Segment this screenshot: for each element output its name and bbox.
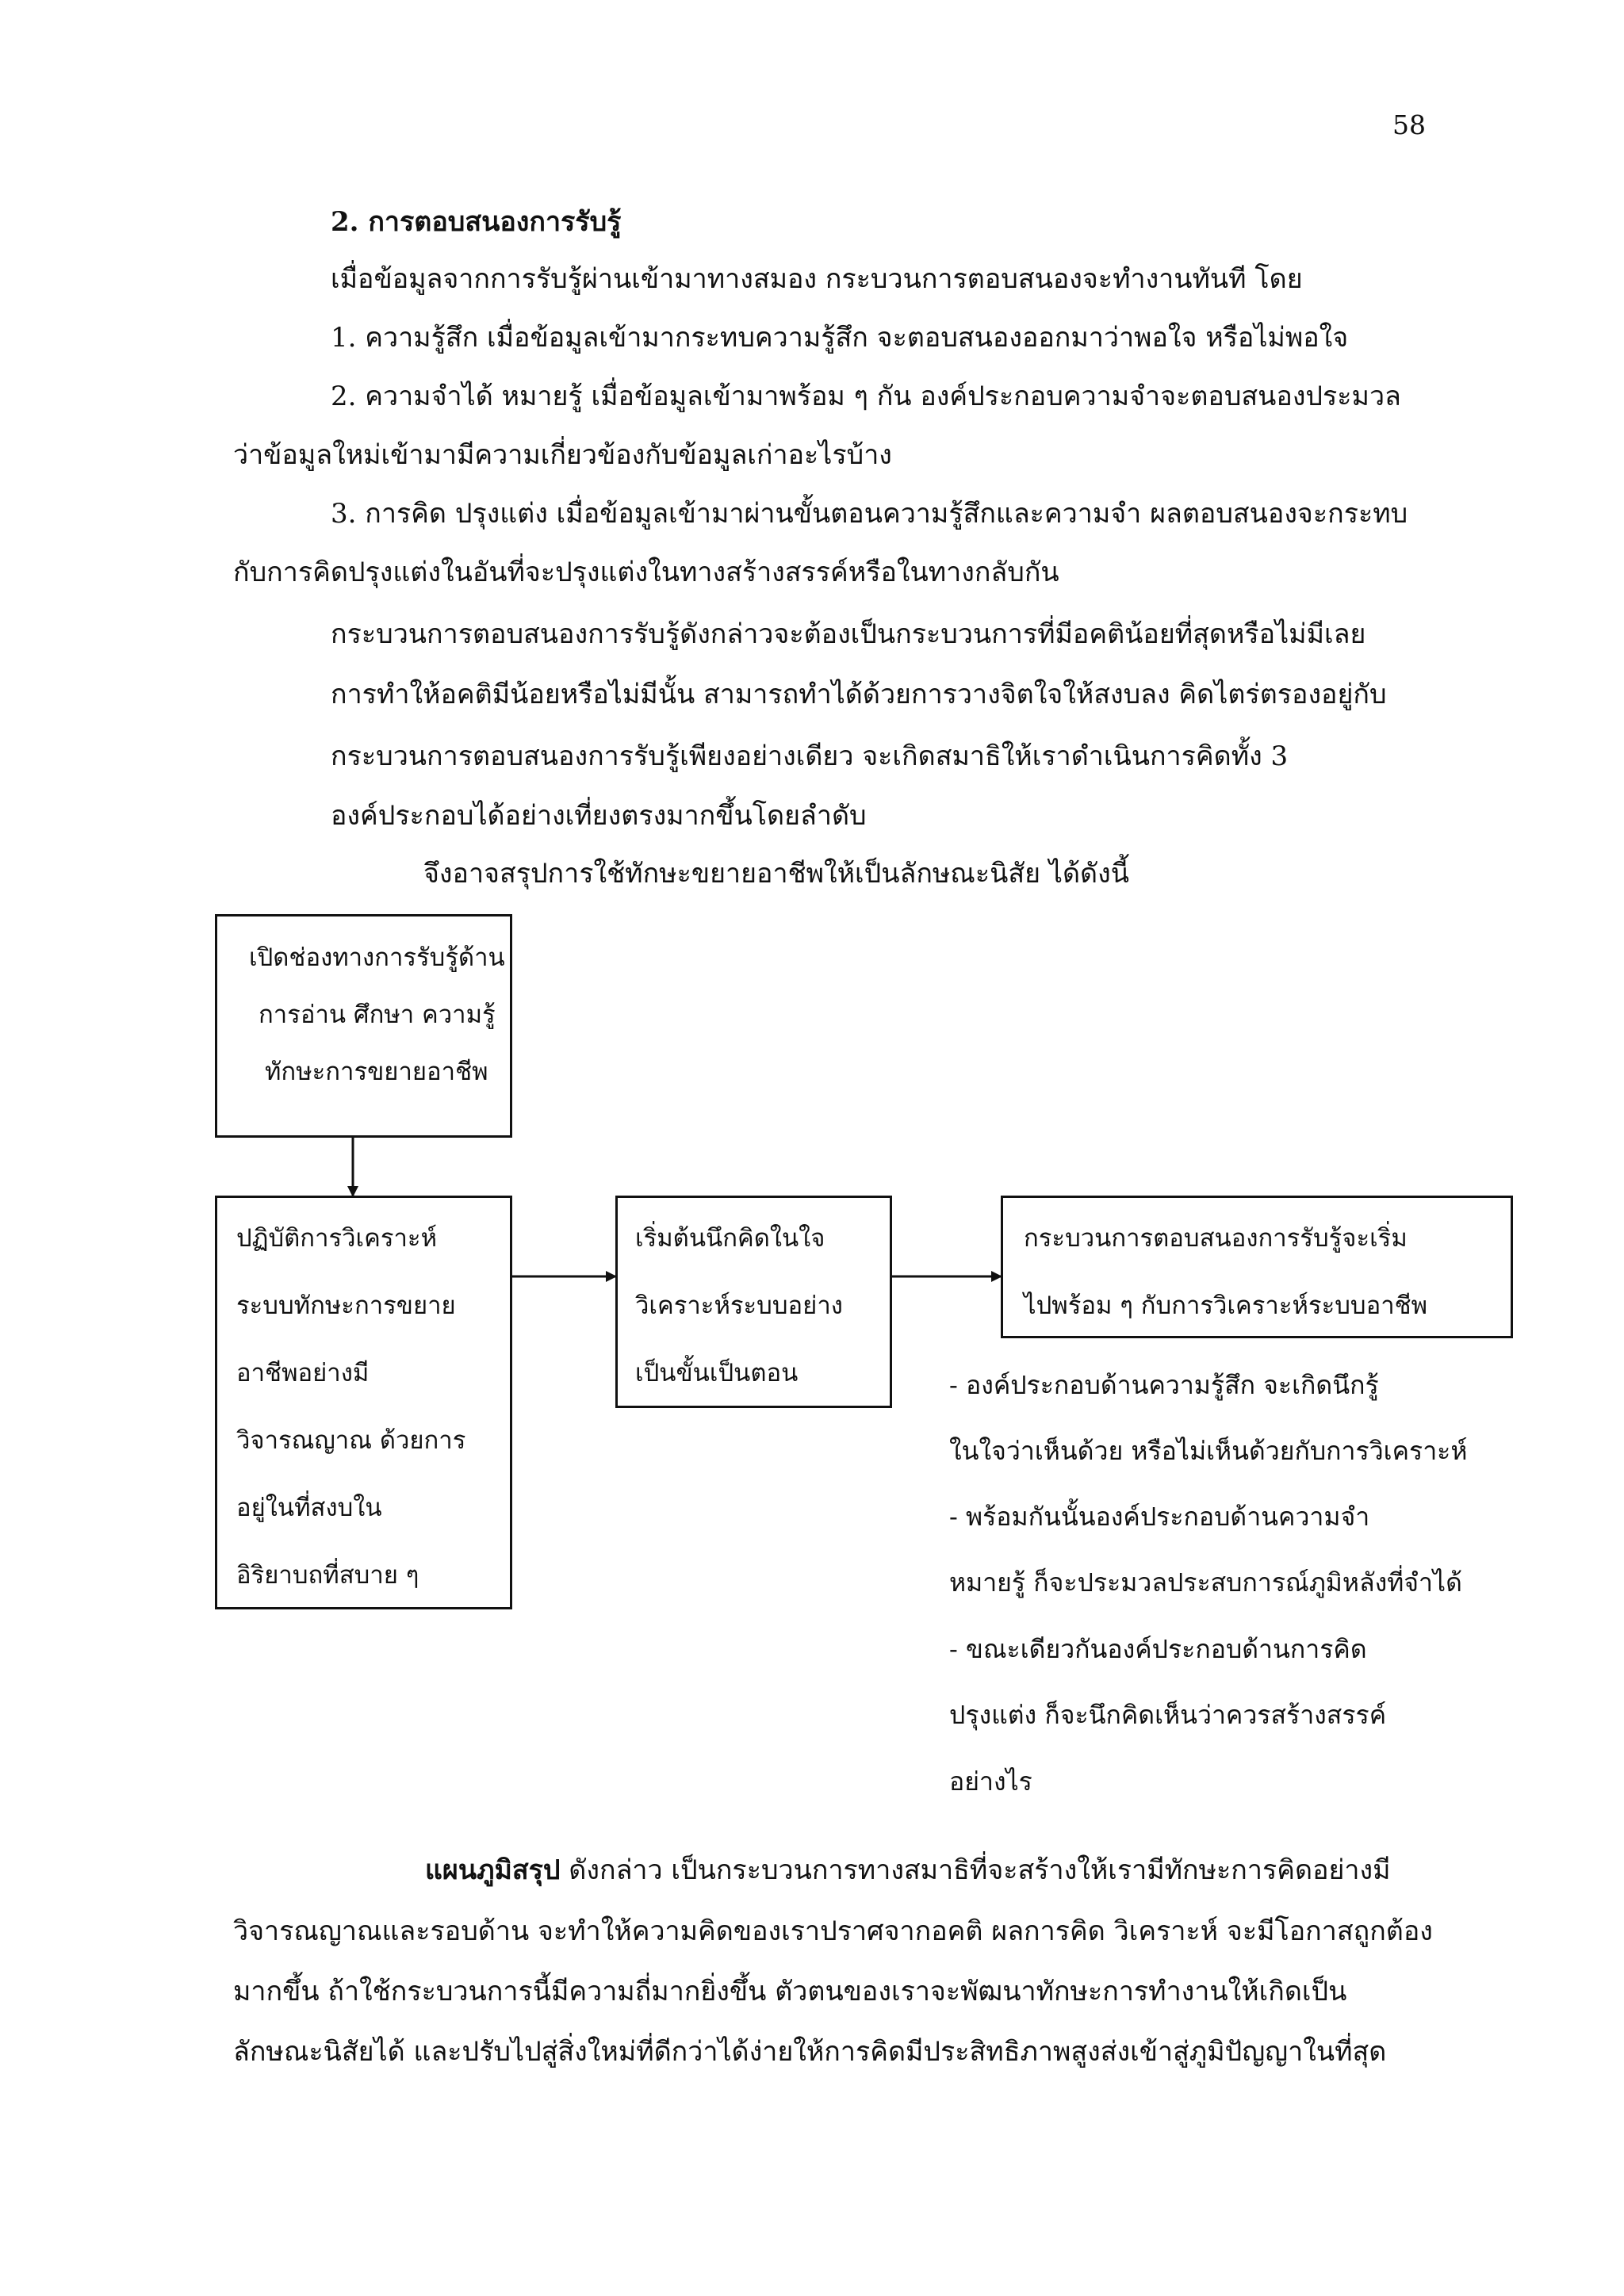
box-line: อิริยาบถที่สบาย ๆ bbox=[236, 1561, 419, 1590]
paragraph-line: กระบวนการตอบสนองการรับรู้เพียงอย่างเดียว จะเกิดสมาธิให้เราดำเนินการคิดทั้ง 3 bbox=[331, 740, 1289, 772]
box-line: วิเคราะห์ระบบอย่าง bbox=[635, 1292, 843, 1320]
paragraph-line: กระบวนการตอบสนองการรับรู้ดังกล่าวจะต้องเป็นกระบวนการที่มีอคติน้อยที่สุดหรือไม่มีเลย bbox=[331, 618, 1366, 650]
conclusion-line: ลักษณะนิสัยได้ และปรับไปสู่สิ่งใหม่ที่ดีกว่าได้ง่ายให้การคิดมีประสิทธิภาพสูงส่งเข้าสู่ภูมิปัญญาในที่สุด bbox=[233, 2036, 1387, 2068]
note-line: - พร้อมกันนั้นองค์ประกอบด้านความจำ bbox=[949, 1502, 1370, 1532]
box-line: ไปพร้อม ๆ กับการวิเคราะห์ระบบอาชีพ bbox=[1024, 1292, 1428, 1320]
conclusion-line: มากขึ้น ถ้าใช้กระบวนการนี้มีความถี่มากยิ่งขึ้น ตัวตนของเราจะพัฒนาทักษะการทำงานให้เกิดเป็น bbox=[233, 1976, 1347, 2007]
diagram-box-analysis bbox=[615, 1196, 892, 1408]
note-line: - องค์ประกอบด้านความรู้สึก จะเกิดนึกรู้ bbox=[949, 1370, 1379, 1400]
paragraph-line: องค์ประกอบได้อย่างเที่ยงตรงมากขึ้นโดยลำดับ bbox=[331, 800, 867, 832]
box-line: ปฏิบัติการวิเคราะห์ bbox=[236, 1224, 438, 1253]
diagram-box-perception bbox=[215, 914, 512, 1138]
box-line: อยู่ในที่สงบใน bbox=[236, 1494, 382, 1522]
box-line: การอ่าน ศึกษา ความรู้ bbox=[259, 1001, 496, 1029]
summary-intro: จึงอาจสรุปการใช้ทักษะขยายอาชีพให้เป็นลักษณะนิสัย ได้ดังนี้ bbox=[423, 858, 1129, 890]
intro-line: เมื่อข้อมูลจากการรับรู้ผ่านเข้ามาทางสมอง กระบวนการตอบสนองจะทำงานทันที โดย bbox=[331, 263, 1303, 295]
note-line: ในใจว่าเห็นด้วย หรือไม่เห็นด้วยกับการวิเคราะห์ bbox=[949, 1436, 1468, 1466]
note-line: หมายรู้ ก็จะประมวลประสบการณ์ภูมิหลังที่จำได้ bbox=[949, 1567, 1462, 1598]
list-item-memory-cont: ว่าข้อมูลใหม่เข้ามามีความเกี่ยวข้องกับข้อมูลเก่าอะไรบ้าง bbox=[233, 439, 892, 471]
list-item-thinking: 3. การคิด ปรุงแต่ง เมื่อข้อมูลเข้ามาผ่านขั้นตอนความรู้สึกและความจำ ผลตอบสนองจะกระทบ bbox=[331, 498, 1408, 530]
section-heading: 2. การตอบสนองการรับรู้ bbox=[331, 206, 622, 238]
conclusion-line-first bbox=[425, 1851, 1391, 1889]
box-line: วิจารณญาณ ด้วยการ bbox=[236, 1426, 466, 1455]
diagram-box-practice bbox=[215, 1196, 512, 1609]
box-line: เปิดช่องทางการรับรู้ด้าน bbox=[249, 943, 505, 972]
box-line: ทักษะการขยายอาชีพ bbox=[265, 1058, 488, 1086]
box-line: เริ่มต้นนึกคิดในใจ bbox=[635, 1224, 825, 1253]
paragraph-line: การทำให้อคติมีน้อยหรือไม่มีนั้น สามารถทำได้ด้วยการวางจิตใจให้สงบลง คิดไตร่ตรองอยู่กับ bbox=[331, 679, 1387, 710]
list-item-memory: 2. ความจำได้ หมายรู้ เมื่อข้อมูลเข้ามาพร้อม ๆ กัน องค์ประกอบความจำจะตอบสนองประมวล bbox=[331, 381, 1401, 412]
list-item-feeling: 1. ความรู้สึก เมื่อข้อมูลเข้ามากระทบความรู้สึก จะตอบสนองออกมาว่าพอใจ หรือไม่พอใจ bbox=[331, 322, 1349, 354]
note-line: ปรุงแต่ง ก็จะนึกคิดเห็นว่าควรสร้างสรรค์ bbox=[949, 1700, 1387, 1730]
conclusion-line: วิจารณญาณและรอบด้าน จะทำให้ความคิดของเราปราศจากอคติ ผลการคิด วิเคราะห์ จะมีโอกาสถูกต้อง bbox=[233, 1915, 1433, 1947]
list-item-thinking-cont: กับการคิดปรุงแต่งในอันที่จะปรุงแต่งในทางสร้างสรรค์หรือในทางกลับกัน bbox=[233, 557, 1059, 588]
box-line: กระบวนการตอบสนองการรับรู้จะเริ่ม bbox=[1024, 1224, 1408, 1253]
page-number: 58 bbox=[1392, 109, 1426, 140]
conclusion-text: ดังกล่าว เป็นกระบวนการทางสมาธิที่จะสร้างให้เรามีทักษะการคิดอย่างมี bbox=[560, 1854, 1391, 1886]
box-line: ระบบทักษะการขยาย bbox=[236, 1292, 456, 1320]
conclusion-lead: แผนภูมิสรุป bbox=[425, 1854, 561, 1886]
box-line: อาชีพอย่างมี bbox=[236, 1359, 370, 1387]
note-line: - ขณะเดียวกันองค์ประกอบด้านการคิด bbox=[949, 1634, 1367, 1664]
box-line: เป็นขั้นเป็นตอน bbox=[635, 1359, 799, 1387]
note-line: อย่างไร bbox=[949, 1766, 1032, 1797]
diagram-box-response bbox=[1001, 1196, 1513, 1338]
